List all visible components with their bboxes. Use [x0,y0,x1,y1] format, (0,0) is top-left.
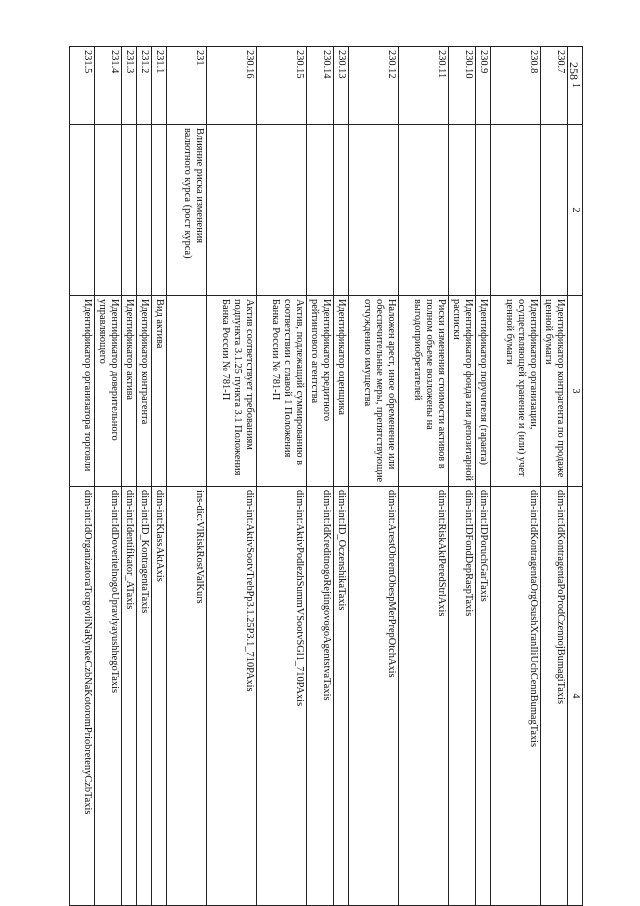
row-number: 231.4 [95,47,122,125]
row-group [207,125,257,296]
row-code: dim-int:Identifikator_ATaxis [122,487,137,906]
row-description: Идентификатор организации, осуществляющей хранение и (или) учет ценной бумаги [491,296,541,487]
row-group [257,125,307,296]
row-number: 230.10 [449,47,476,125]
row-number: 230.9 [476,47,491,125]
row-description: Идентификатор контрагента [137,296,152,487]
row-code: dim-int:IDPoruchGarTaxis [476,487,491,906]
row-description: Актив, подлежащий суммированию в соответствии с главой 1 Положения Банка России № 781-П [257,296,307,487]
table-row [152,47,167,906]
row-code: dim-int:IdKreditnogoRejtingovogoAgentstvaTaxis [307,487,334,906]
table-row [399,47,449,906]
row-description: Идентификатор контрагента по продаже ценной бумаги [541,296,568,487]
row-group [334,125,349,296]
row-group [349,125,399,296]
row-description: Риски изменения стоимости активов в полном объеме возложены на выгодоприобретателей [399,296,449,487]
row-description: Идентификатор доверительного управляющего [95,296,122,487]
row-group [399,125,449,296]
row-code: dim-int:ID_KontragentaTaxis [137,487,152,906]
row-number: 230.7 [541,47,568,125]
row-code: dim-int:ID_OczenshikaTaxis [334,487,349,906]
row-description: Актив соответствует требованиям подпункта 3.1.25 пункта 3.1 Положения Банка России № 781-П [207,296,257,487]
row-number: 230.12 [349,47,399,125]
row-number: 230.8 [491,47,541,125]
header-cell: 2 [568,125,583,296]
row-group [476,125,491,296]
row-code: dim-int:KlassAktAxis [152,487,167,906]
row-code: dim-int:IdDoveritelnogoUpravlyayushhegoTaxis [95,487,122,906]
row-group [70,125,95,296]
header-cell: 4 [568,487,583,906]
row-code: dim-int:IdKontragentaPoProdCzennojBumagiTaxis [541,487,568,906]
table-row [541,47,568,906]
table-row [257,47,307,906]
row-number: 230.13 [334,47,349,125]
table-row [449,47,476,906]
table-row [95,47,122,906]
row-number: 231.5 [70,47,95,125]
document-table-rotated [43,46,583,905]
row-description: Идентификатор кредитного рейтингового агентства [307,296,334,487]
row-code: dim-int:IDFondDepRaspTaxis [449,487,476,906]
row-code: dim-int:IdOrganizatoraTorgovliNaRynkeCzbNaKotoromPriobretenyCzbTaxis [70,487,95,906]
row-description: Идентификатор актива [122,296,137,487]
row-number: 230.14 [307,47,334,125]
row-description: Наложен арест, иное обременение или обеспечительные меры, препятствующие отчуждению имущества [349,296,399,487]
row-description [167,296,207,487]
row-group [541,125,568,296]
header-cell: 1 [568,47,583,125]
row-group [95,125,122,296]
row-number: 231.1 [152,47,167,125]
row-group [491,125,541,296]
table-row [122,47,137,906]
row-description: Идентификатор оценщика [334,296,349,487]
row-group [152,125,167,296]
row-number: 231.3 [122,47,137,125]
table-row [167,47,207,906]
row-number: 231.2 [137,47,152,125]
header-row [568,47,583,906]
table-row [137,47,152,906]
row-code: dim-int:ArestObremObespMerPrepOtchAxis [349,487,399,906]
row-code: dim-int:AktivPodlezhSummVSootvSGl1_710PAxis [257,487,307,906]
row-number: 230.16 [207,47,257,125]
document-table [69,46,583,906]
table-row [476,47,491,906]
table-row [334,47,349,906]
row-group [307,125,334,296]
page-number: 258 [567,62,581,80]
row-group: Влияние риска изменения валютного курса (рост курса) [167,125,207,296]
row-code: dim-int:IdKontragentaOrgOsushXranIliUchCennBumagTaxis [491,487,541,906]
table-row [307,47,334,906]
row-group [449,125,476,296]
table-row [491,47,541,906]
row-number: 230.11 [399,47,449,125]
row-number: 231 [167,47,207,125]
row-description: Идентификатор фонда или депозитарной расписки [449,296,476,487]
table-row [349,47,399,906]
row-description: Идентификатор организатора торговли [70,296,95,487]
row-description: Идентификатор поручителя (гаранта) [476,296,491,487]
table-row [70,47,95,906]
row-group [137,125,152,296]
row-number: 230.15 [257,47,307,125]
row-code: dim-int:RiskAktPeredStrlAxis [399,487,449,906]
header-cell: 3 [568,296,583,487]
table-row [207,47,257,906]
row-group [122,125,137,296]
row-code: ins-dic:VlRiskRostValKurs [167,487,207,906]
row-code: dim-int:AktivSootvTrebPp3.1.25P3.1_710PAxis [207,487,257,906]
row-description: Вид актива [152,296,167,487]
